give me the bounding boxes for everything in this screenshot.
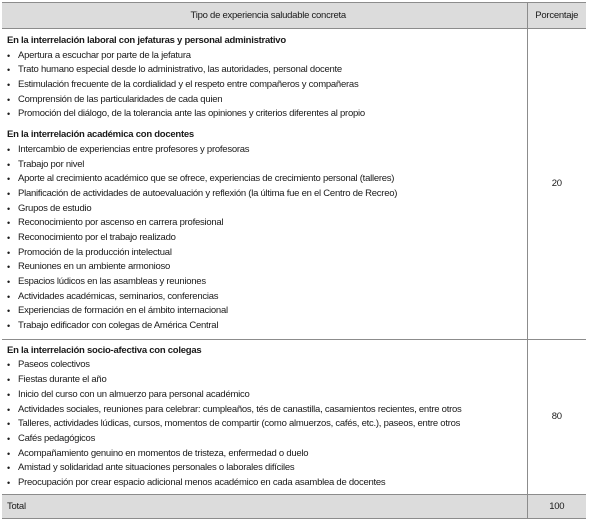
item-list xyxy=(7,358,527,490)
group-2-description xyxy=(2,339,527,494)
list-item: • Talleres, actividades lúdicas, cursos, momentos de compartir (como almuerzos, cafés, etc.), paseos, entre otros xyxy=(7,417,527,432)
list-item: • Promoción de la producción intelectual xyxy=(7,246,527,261)
section-academica xyxy=(7,128,527,334)
list-item: • Inicio del curso con un almuerzo para personal académico xyxy=(7,388,527,403)
section-heading: En la interrelación laboral con jefaturas y personal administrativo xyxy=(7,35,286,46)
list-item: • Reconocimiento por el trabajo realizado xyxy=(7,231,527,246)
list-item: • Paseos colectivos xyxy=(7,358,527,373)
table-row-group-1 xyxy=(2,29,586,340)
list-item: • Comprensión de las particularidades de cada quien xyxy=(7,93,527,108)
item-list xyxy=(7,143,527,334)
list-item: • Espacios lúdicos en las asambleas y reuniones xyxy=(7,275,527,290)
header-experience: Tipo de experiencia saludable concreta xyxy=(2,3,527,29)
list-item: • Intercambio de experiencias entre profesores y profesoras xyxy=(7,143,527,158)
list-item: • Trabajo por nivel xyxy=(7,158,527,173)
header-percentage: Porcentaje xyxy=(527,3,586,29)
list-item: • Apertura a escuchar por parte de la jefatura xyxy=(7,49,527,64)
section-heading: En la interrelación socio-afectiva con colegas xyxy=(7,344,202,356)
list-item: • Acompañamiento genuino en momentos de tristeza, enfermedad o duelo xyxy=(7,447,527,462)
section-heading: En la interrelación académica con docentes xyxy=(7,129,194,141)
section-socioafectiva xyxy=(7,344,527,491)
total-row xyxy=(2,494,586,518)
group-1-description xyxy=(2,29,527,340)
percentage-value: 80 xyxy=(527,339,586,494)
list-item: • Preocupación por crear espacio adicional menos académico en cada asamblea de docentes xyxy=(7,476,527,491)
total-value: 100 xyxy=(527,494,586,518)
list-item: • Reconocimiento por ascenso en carrera profesional xyxy=(7,216,527,231)
list-item: • Reuniones en un ambiente armonioso xyxy=(7,260,527,275)
list-item: • Aporte al crecimiento académico que se ofrece, experiencias de crecimiento personal (talleres) xyxy=(7,172,527,187)
list-item: • Actividades académicas, seminarios, conferencias xyxy=(7,290,527,305)
list-item: • Trabajo edificador con colegas de América Central xyxy=(7,319,527,334)
list-item: • Actividades sociales, reuniones para celebrar: cumpleaños, tés de canastilla, casamientos recientes, entre otros xyxy=(7,403,527,418)
table-row-group-2 xyxy=(2,339,586,494)
total-label: Total xyxy=(2,494,527,518)
list-item: • Cafés pedagógicos xyxy=(7,432,527,447)
list-item: • Estimulación frecuente de la cordialidad y el respeto entre compañeros y compañeras xyxy=(7,78,527,93)
list-item: • Experiencias de formación en el ámbito internacional xyxy=(7,304,527,319)
section-laboral xyxy=(7,34,527,122)
list-item: • Amistad y solidaridad ante situaciones personales o laborales difíciles xyxy=(7,461,527,476)
list-item: • Grupos de estudio xyxy=(7,202,527,217)
percentage-value: 20 xyxy=(527,29,586,340)
list-item: • Trato humano especial desde lo administrativo, las autoridades, personal docente xyxy=(7,63,527,78)
header-row xyxy=(2,3,586,29)
item-list xyxy=(7,49,527,122)
list-item: • Promoción del diálogo, de la tolerancia ante las opiniones y criterios diferentes al propio xyxy=(7,107,527,122)
experience-table xyxy=(2,2,586,519)
list-item: • Fiestas durante el año xyxy=(7,373,527,388)
list-item: • Planificación de actividades de autoevaluación y reflexión (la última fue en el Centro de Recreo) xyxy=(7,187,527,202)
